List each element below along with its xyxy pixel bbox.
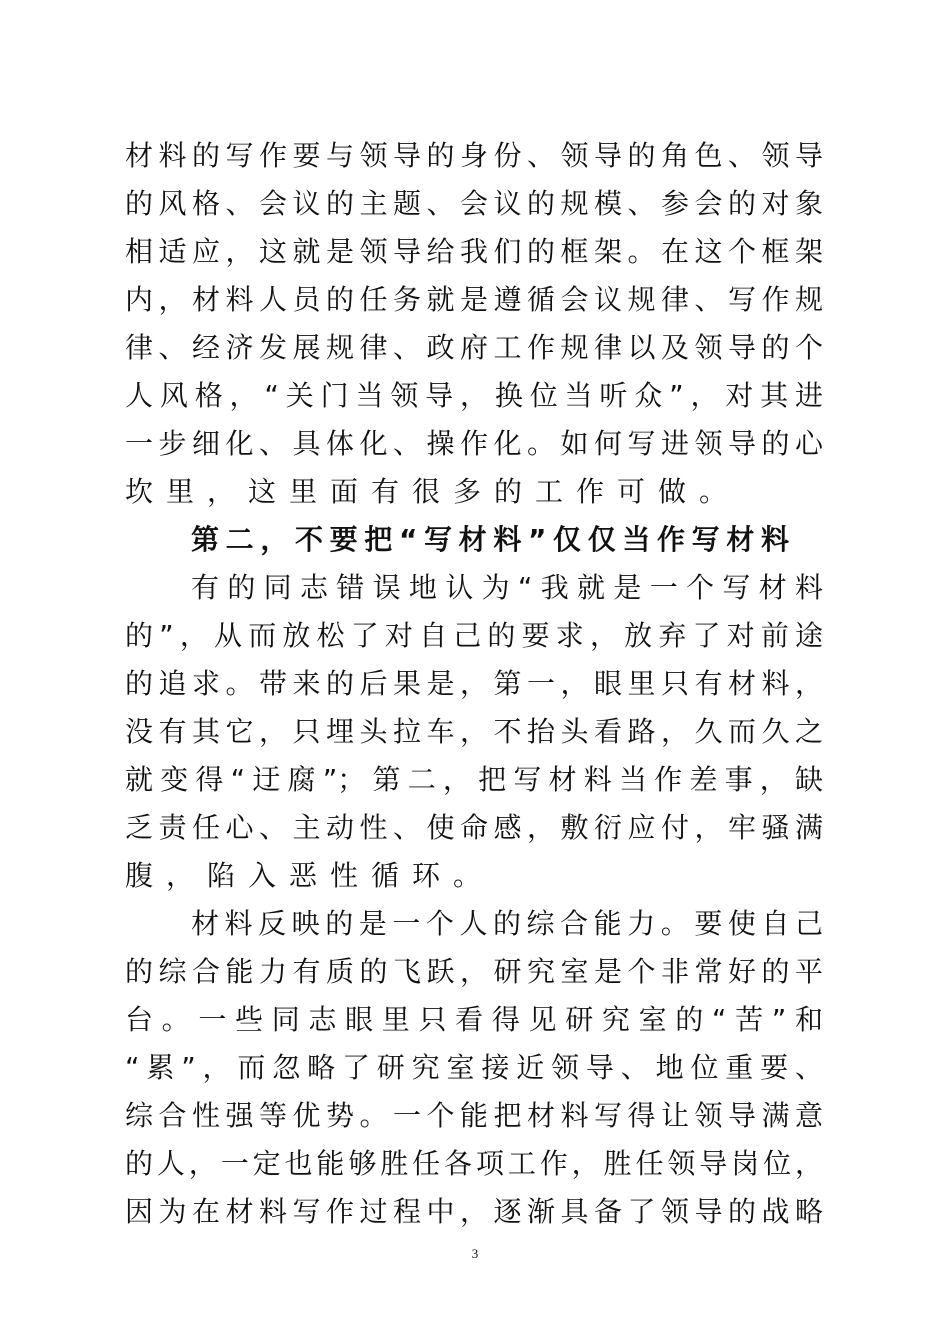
body-text-line: 的人，一定也能够胜任各项工作，胜任领导岗位，	[125, 1147, 823, 1180]
body-text-line: “累”，而忽略了研究室接近领导、地位重要、	[125, 1051, 823, 1084]
body-text-line: 没有其它，只埋头拉车，不抬头看路，久而久之	[125, 715, 823, 748]
body-text-line: 就变得“迂腐”；第二，把写材料当作差事，缺	[125, 763, 823, 796]
body-text-line: 因为在材料写作过程中，逐渐具备了领导的战略	[125, 1195, 823, 1228]
body-text-line: 综合性强等优势。一个能把材料写得让领导满意	[125, 1099, 823, 1132]
body-text-line: 的综合能力有质的飞跃，研究室是个非常好的平	[125, 955, 823, 988]
body-text-line: 的风格、会议的主题、会议的规模、参会的对象	[125, 187, 823, 220]
body-text-line: 有的同志错误地认为“我就是一个写材料	[191, 571, 823, 604]
body-text-line: 一步细化、具体化、操作化。如何写进领导的心	[125, 427, 823, 460]
body-text-line: 相适应，这就是领导给我们的框架。在这个框架	[125, 235, 823, 268]
body-text-line: 乏责任心、主动性、使命感，敷衍应付，牢骚满	[125, 811, 823, 844]
body-text-line: 腹，陷入恶性循环。	[125, 859, 495, 892]
section-heading: 第二，不要把“写材料”仅仅当作写材料	[191, 523, 789, 556]
body-text-line: 坎里，这里面有很多的工作可做。	[125, 475, 741, 508]
body-text-line: 材料反映的是一个人的综合能力。要使自己	[191, 907, 823, 940]
page-number: 3	[471, 1246, 479, 1261]
body-text-line: 台。一些同志眼里只看得见研究室的“苦”和	[125, 1003, 823, 1036]
body-text-line: 律、经济发展规律、政府工作规律以及领导的个	[125, 331, 823, 364]
body-text-line: 的追求。带来的后果是，第一，眼里只有材料，	[125, 667, 823, 700]
body-text-line: 的”，从而放松了对自己的要求，放弃了对前途	[125, 619, 823, 652]
body-text-line: 材料的写作要与领导的身份、领导的角色、领导	[125, 139, 823, 172]
body-text-line: 人风格，“关门当领导，换位当听众”，对其进	[125, 379, 823, 412]
body-text-line: 内，材料人员的任务就是遵循会议规律、写作规	[125, 283, 823, 316]
